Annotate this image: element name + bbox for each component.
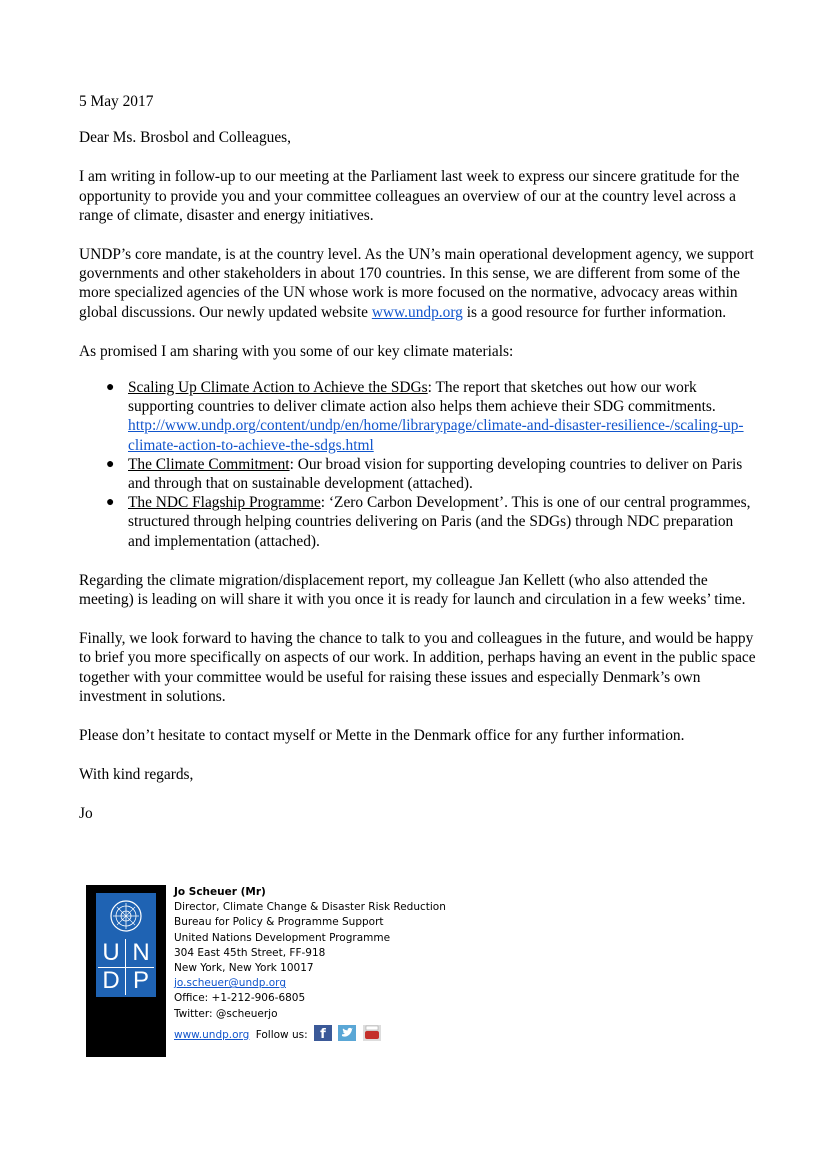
office-phone: Office: +1-212-906-6805 <box>174 992 306 1005</box>
paragraph-materials-intro: As promised I am sharing with you some of our key climate materials: <box>79 342 514 360</box>
logo-letter: D <box>102 967 120 994</box>
paragraph-migration-report: Regarding the climate migration/displacement report, my colleague Jan Kellett (who also attended the meeting) is leading on will share it with you once it is ready for launch and circulation in a few weeks’ time. <box>79 571 746 609</box>
material-title: The Climate Commitment <box>128 455 290 473</box>
website-link[interactable]: www.undp.org <box>174 1028 250 1041</box>
material-title: The NDC Flagship Programme <box>128 494 321 512</box>
undp-website-link[interactable]: www.undp.org <box>371 303 463 321</box>
twitter-icon[interactable] <box>338 1025 356 1041</box>
salutation: Dear Ms. Brosbol and Colleagues, <box>79 129 292 147</box>
paragraph-followup: Finally, we look forward to having the chance to talk to you and colleagues in the future, and would be happy to brief you more specifically on aspects of our work. In addition, perhaps having an event in the public space together with your committee would be useful for raising these issues and especially Denmark’s own investment in solutions. <box>79 630 756 705</box>
paragraph-mandate <box>79 245 759 322</box>
signature-org: United Nations Development Programme <box>174 931 391 944</box>
bullet-icon: ● <box>106 456 115 472</box>
logo-letter: P <box>132 967 149 994</box>
youtube-icon[interactable] <box>363 1025 381 1041</box>
signature-bureau: Bureau for Policy & Programme Support <box>174 916 384 929</box>
bullet-icon: ● <box>106 380 115 396</box>
list-item <box>106 378 759 455</box>
material-description: : The report that sketches out how our work supporting countries to deliver climate action also helps them achieve their SDG commitments. <box>128 379 716 416</box>
twitter-handle: Twitter: @scheuerjo <box>174 1007 278 1020</box>
letter-date: 5 May 2017 <box>79 93 154 110</box>
material-description: : ‘Zero Carbon Development’. This is one of our central programmes, structured through helping countries delivering on Paris (and the SDGs) through NDC preparation and implementation (attached). <box>128 494 751 550</box>
list-item <box>106 493 759 551</box>
signoff: Jo <box>79 805 93 823</box>
signature-name: Jo Scheuer (Mr) <box>174 886 266 898</box>
undp-logo <box>96 893 156 997</box>
material-description: : Our broad vision for supporting developing countries to deliver on Paris and through that on sustainable development (attached). <box>128 455 743 493</box>
report-link[interactable]: http://www.undp.org/content/undp/en/home/librarypage/climate-and-disaster-resilience-/scaling-up-climate-action-to-achieve-the-sdgs.html <box>128 417 744 454</box>
logo-letter: U <box>102 939 120 966</box>
signature-address-line1: 304 East 45th Street, FF-918 <box>174 946 326 959</box>
bullet-icon: ● <box>106 495 115 511</box>
signature-title: Director, Climate Change & Disaster Risk Reduction <box>174 901 446 914</box>
signature-details <box>174 885 574 1043</box>
un-emblem-icon <box>109 899 143 933</box>
facebook-icon[interactable] <box>314 1025 332 1041</box>
email-signature <box>86 885 586 1057</box>
website-row <box>174 1025 574 1043</box>
mandate-text-end: is a good resource for further information. <box>462 303 727 321</box>
signature-address-line2: New York, New York 10017 <box>174 962 314 975</box>
follow-label: Follow us: <box>255 1028 308 1041</box>
closing: With kind regards, <box>79 766 194 784</box>
logo-letter: N <box>132 939 150 966</box>
materials-list <box>79 378 759 551</box>
email-link[interactable]: jo.scheuer@undp.org <box>174 977 286 990</box>
letter-body <box>79 92 759 824</box>
list-item <box>106 455 759 493</box>
logo-panel <box>86 885 166 1057</box>
paragraph-contact: Please don’t hesitate to contact myself or Mette in the Denmark office for any further information. <box>79 727 685 745</box>
mandate-text: UNDP’s core mandate, is at the country level. As the UN’s main operational development agency, we support governments and other stakeholders in about 170 countries. In this sense, we are different from some of the more specialized agencies of the UN whose work is more focused on the normative, advocacy areas within global discussions. Our newly updated website <box>79 246 754 321</box>
material-title: Scaling Up Climate Action to Achieve the SDGs <box>128 379 428 397</box>
svg-text:f: f <box>320 1026 326 1041</box>
paragraph-intro: I am writing in follow-up to our meeting at the Parliament last week to express our sincere gratitude for the opportunity to provide you and your committee colleagues an overview of our at the country level across a range of climate, disaster and energy initiatives. <box>79 168 740 224</box>
